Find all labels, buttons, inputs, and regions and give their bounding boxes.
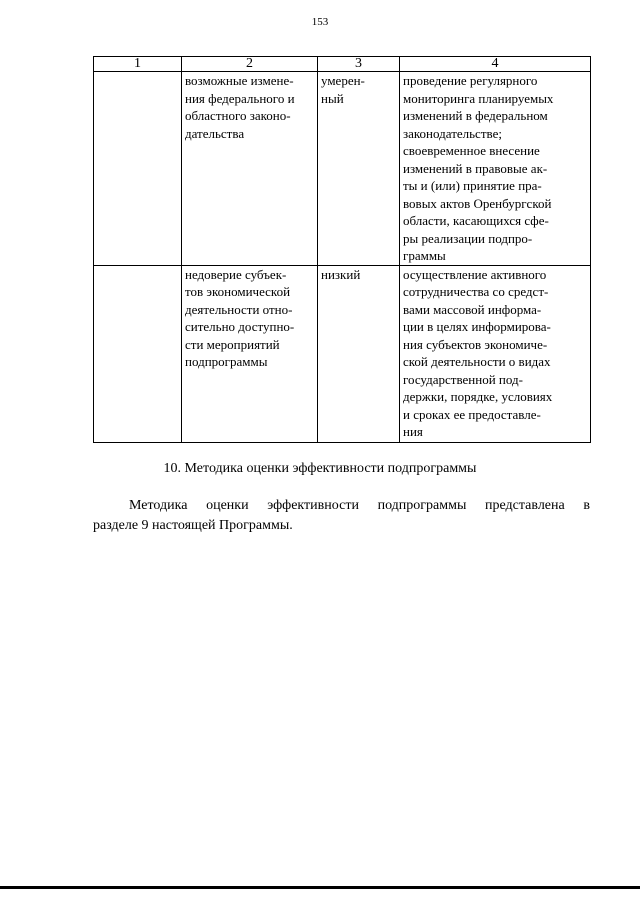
table-cell-risk: возможные измене- ния федерального и областного законо- дательства — [182, 72, 318, 266]
page-number: 153 — [311, 16, 329, 28]
table-row — [94, 265, 591, 442]
table-header-row — [94, 57, 591, 72]
table-row — [94, 72, 591, 266]
risk-table — [93, 56, 591, 443]
section-heading: 10. Методика оценки эффективности подпрограммы — [163, 461, 477, 476]
table-cell-empty — [94, 265, 182, 442]
table-cell-risk: недоверие субъек- тов экономической деятельности отно- сительно доступно- сти мероприятий подпрограммы — [182, 265, 318, 442]
table-cell-measures: осуществление активного сотрудничества со средст- вами массовой информа- ции в целях информирова- ния субъектов экономиче- ской деятельности о видах государственной под- держки, порядке, условиях и сроках ее предоставле- ния — [400, 265, 591, 442]
table-header-cell: 1 — [94, 57, 182, 72]
table-cell-level: умерен- ный — [318, 72, 400, 266]
paragraph-line: Методика оценки эффективности подпрограммы представлена в — [129, 498, 590, 513]
section-paragraph — [93, 496, 590, 536]
table-header-cell: 4 — [400, 57, 591, 72]
page-bottom-rule — [0, 886, 640, 889]
table-header-cell: 3 — [318, 57, 400, 72]
table-header-cell: 2 — [182, 57, 318, 72]
table-cell-empty — [94, 72, 182, 266]
table-cell-measures: проведение регулярного мониторинга планируемых изменений в федеральном законодательстве; своевременное внесение изменений в правовые ак- ты и (или) принятие пра- вовых актов Оренбургской области, касающихся сфе- ры реализации подпро- граммы — [400, 72, 591, 266]
table-cell-level: низкий — [318, 265, 400, 442]
paragraph-line: разделе 9 настоящей Программы. — [93, 518, 293, 533]
